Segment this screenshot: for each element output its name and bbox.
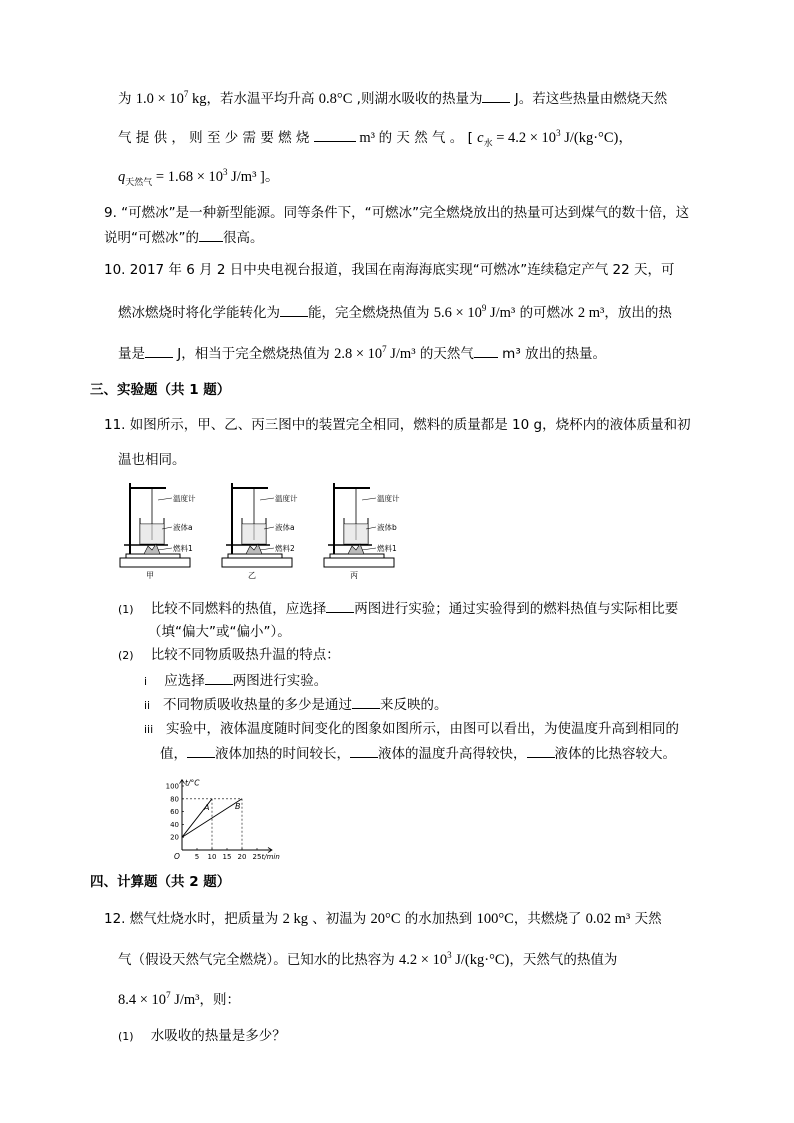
apparatus-yi (222, 483, 298, 580)
y-tick-label: 40 (170, 820, 179, 829)
q10-line2: 燃冰燃烧时将化学能转化为 能，完全燃烧热值为 $5.6 \times 10^9$ J/m³ 的可燃冰 2 m³，放出的热 (118, 303, 672, 321)
section-title-calculation: 四、计算题（共 2 题） (90, 874, 231, 890)
q11-part1-line2: （填“偏大”或“偏小”）。 (148, 624, 291, 640)
answer-blank[interactable] (280, 302, 308, 317)
answer-blank[interactable] (474, 343, 498, 358)
liquid-label: 液体a (275, 523, 295, 532)
q8-line1: 为 $1.0 \times 10^7$ kg，若水温平均升高 0.8°C ,则湖水吸收的热量为 J。若这些热量由燃烧天然 (118, 89, 668, 107)
q9-line1: 9. “可燃冰”是一种新型能源。同等条件下，“可燃冰”完全燃烧放出的热量可达到煤气的数十倍，这 (104, 205, 690, 221)
q10-line3: 量是 J，相当于完全燃烧热值为 $2.8 \times 10^7$ J/m³ 的天然气 m³ 放出的热量。 (118, 344, 607, 362)
q8-line2: 气 提 供 ， 则 至 少 需 要 燃 烧 m³ 的 天 然 气 。 [ $c_水 = 4.2 \times 10^3$ J/(kg·°C)， (118, 128, 633, 148)
q11-part1-line1: (1) 比较不同燃料的热值，应选择 两图进行实验；通过实验得到的燃料热值与实际相比要 (118, 598, 678, 620)
q11-part2: (2) 比较不同物质吸热升温的特点： (118, 647, 340, 663)
series-label-A: A (204, 802, 210, 812)
q11-sub-iii-line2: 值， 液体加热的时间较长， 液体的温度升高得较快， 液体的比热容较大。 (160, 743, 676, 764)
x-tick-label: 5 (194, 853, 200, 861)
y-tick-label: 100 (165, 782, 179, 791)
q11-sub-ii: ii 不同物质吸收热量的多少是通过 来反映的。 (144, 694, 448, 716)
q11-line1: 11. 如图所示，甲、乙、丙三图中的装置完全相同，燃料的质量都是 10 g，烧杯内的液体质量和初 (104, 417, 691, 433)
y-tick-label: 60 (170, 808, 179, 817)
answer-blank[interactable] (352, 694, 380, 709)
y-tick-label: 20 (170, 833, 179, 842)
answer-blank[interactable] (145, 343, 173, 358)
x-tick-label: 25 (252, 853, 262, 861)
x-tick-label: 10 (207, 853, 217, 861)
q11-line2: 温也相同。 (118, 452, 186, 468)
fuel-label: 燃料1 (173, 544, 193, 553)
answer-blank[interactable] (314, 127, 356, 142)
thermometer-label: 温度计 (173, 494, 196, 503)
apparatus-figure (118, 480, 418, 580)
y-axis-label: t/°C (185, 778, 200, 788)
answer-blank[interactable] (482, 88, 510, 103)
q11-sub-i: i 应选择 两图进行实验。 (144, 670, 327, 692)
answer-blank[interactable] (205, 670, 233, 685)
section-title-experiment: 三、实验题（共 1 题） (90, 382, 231, 398)
q8-line3: $q_{天然气} = 1.68 \times 10^3$ J/m³ ]。 (118, 167, 280, 187)
x-axis-label: t/min (261, 853, 280, 861)
figure-caption: 乙 (248, 571, 256, 580)
q12-line1: 12. 燃气灶烧水时，把质量为 2 kg 、初温为 20°C 的水加热到 100°C，共燃烧了 0.02 m³ 天然 (104, 911, 662, 927)
q10-line1: 10. 2017 年 6 月 2 日中央电视台报道，我国在南海海底实现“可燃冰”连续稳定产气 22 天，可 (104, 262, 675, 278)
q12-line2: 气（假设天然气完全燃烧）。已知水的比热容为 $4.2 \times 10^3$ J/(kg·°C)，天然气的热值为 (118, 950, 618, 968)
thermometer-label: 温度计 (377, 494, 400, 503)
fuel-label: 燃料1 (377, 544, 397, 553)
answer-blank[interactable] (350, 743, 378, 758)
q9-line2: 说明“可燃冰”的 很高。 (104, 227, 264, 248)
answer-blank[interactable] (199, 227, 223, 242)
answer-blank[interactable] (527, 743, 555, 758)
answer-blank[interactable] (326, 598, 354, 613)
liquid-label: 液体b (377, 523, 397, 532)
x-tick-label: 15 (222, 853, 232, 861)
y-tick-label: 80 (170, 795, 179, 804)
figure-caption: 丙 (350, 571, 358, 580)
x-tick-label: 20 (237, 853, 247, 861)
figure-caption: 甲 (146, 571, 154, 580)
temperature-time-chart (160, 766, 310, 862)
thermometer-label: 温度计 (275, 494, 298, 503)
q11-sub-iii-line1: iii 实验中，液体温度随时间变化的图象如图所示，由图可以看出，为使温度升高到相同的 (144, 721, 680, 737)
q12-part1: (1) 水吸收的热量是多少？ (118, 1028, 286, 1044)
fuel-label: 燃料2 (275, 544, 295, 553)
apparatus-bing (324, 483, 400, 580)
apparatus-jia (120, 483, 196, 580)
series-label-B: B (235, 801, 241, 811)
liquid-label: 液体a (173, 523, 193, 532)
origin-label: O (174, 852, 180, 861)
answer-blank[interactable] (187, 743, 215, 758)
q12-line3: $8.4 \times 10^7$ J/m³，则： (118, 990, 240, 1008)
